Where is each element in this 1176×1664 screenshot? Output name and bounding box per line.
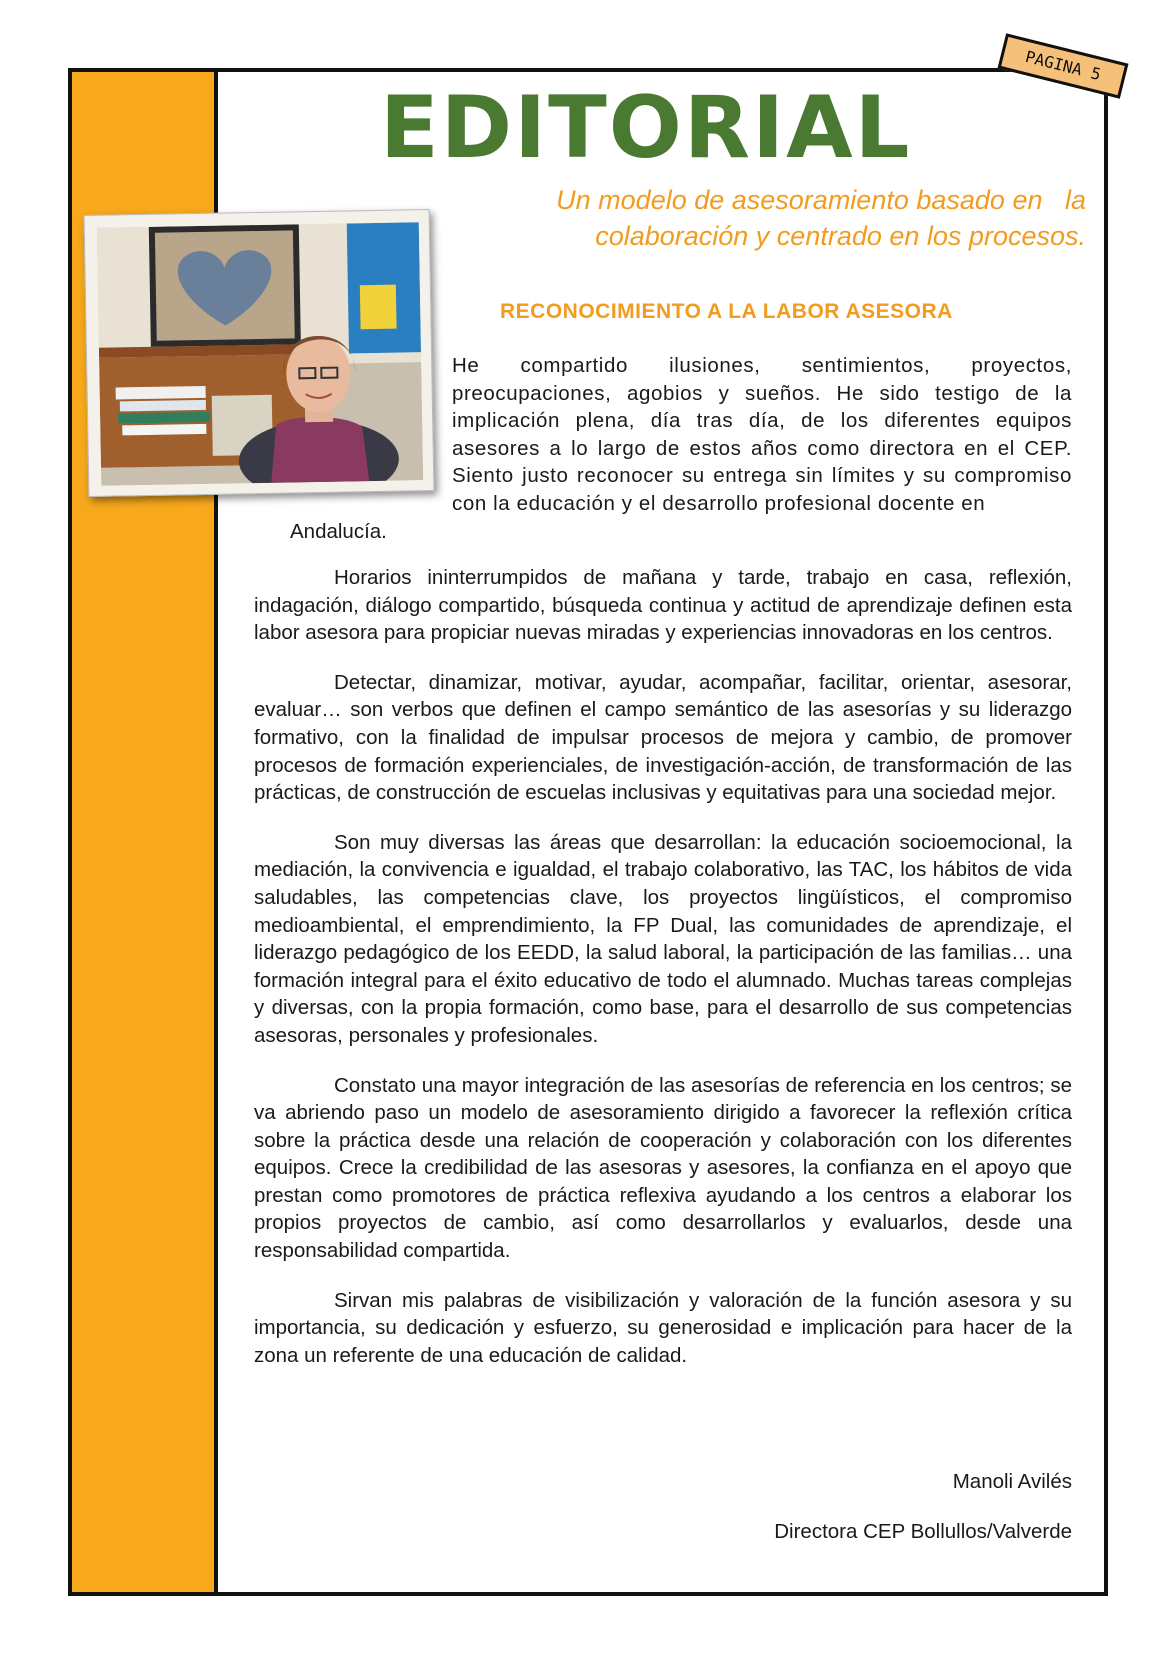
subtitle-line-1: Un modelo de asesoramiento basado en la: [556, 185, 1086, 215]
signature-name: Manoli Avilés: [952, 1470, 1072, 1493]
signature-block: [600, 1468, 1072, 1545]
page-title: EDITORIAL: [380, 78, 912, 178]
author-photo: [84, 209, 435, 497]
subtitle: [480, 182, 1086, 254]
author-photo-image: [97, 222, 423, 486]
paragraph-intro-end: Andalucía.: [290, 520, 387, 543]
paragraph-3: Detectar, dinamizar, motivar, ayudar, acompañar, facilitar, orientar, asesorar, evaluar… son verbos que definen el campo semántico de las asesorías y su liderazgo formativo, con la finalidad de impulsar procesos de mejora y cambio, de promover procesos de formación experienciales, de investigación-acción, de transformación de las prácticas, de construcción de escuelas inclusivas y equitativas para una sociedad mejor.: [254, 670, 1072, 805]
paragraph-6: Sirvan mis palabras de visibilización y valoración de la función asesora y su importancia, su dedicación y esfuerzo, su generosidad e implicación para hacer de la zona un referente de una educación de calidad.: [254, 1288, 1072, 1367]
paragraph-intro: He compartido ilusiones, sentimientos, proyectos, preocupaciones, agobios y sueños. He sido testigo de la implicación plena, día tras día, de los diferentes equipos asesores a lo largo de estos años como directora en el CEP. Siento justo reconocer su entrega sin límites y su compromiso con la educación y el desarrollo profesional docente en: [452, 354, 1072, 515]
paragraph-4: Son muy diversas las áreas que desarrollan: la educación socioemocional, la mediación, la convivencia e igualdad, el trabajo colaborativo, las TAC, los hábitos de vida saludables, las competencias clave, los proyectos lingüísticos, el compromiso medioambiental, el emprendimiento, la FP Dual, las comunidades de aprendizaje, el liderazgo pedagógico de los EEDD, la salud laboral, la participación de las familias… una formación integral para el éxito educativo de todo el alumnado. Muchas tareas complejas y diversas, con la propia formación, como base, para el desarrollo de sus competencias asesoras, personales y profesionales.: [254, 830, 1072, 1047]
subtitle-line-2: colaboración y centrado en los procesos.: [595, 221, 1086, 251]
signature-role: Directora CEP Bollullos/Valverde: [774, 1519, 1072, 1543]
page-number-tag: PAGINA 5: [998, 33, 1129, 98]
section-heading: RECONOCIMIENTO A LA LABOR ASESORA: [500, 300, 953, 323]
paragraph-2: Horarios ininterrumpidos de mañana y tarde, trabajo en casa, reflexión, indagación, diálogo compartido, búsqueda continua y actitud de aprendizaje definen esta labor asesora para propiciar nuevas miradas y experiencias innovadoras en los centros.: [254, 566, 1072, 645]
body-paragraphs: [254, 564, 1072, 1391]
paragraph-5: Constato una mayor integración de las asesorías de referencia en los centros; se va abriendo paso un modelo de asesoramiento dirigido a favorecer la reflexión crítica sobre la práctica desde una relación de cooperación y colaboración con los diferentes equipos. Crece la credibilidad de las asesoras y asesores, la confianza en el apoyo que prestan como promotores de práctica reflexiva ayudando a los centros a elaborar los propios proyectos de cambio, así como desarrollarlos y evaluarlos, desde una responsabilidad compartida.: [254, 1073, 1072, 1263]
